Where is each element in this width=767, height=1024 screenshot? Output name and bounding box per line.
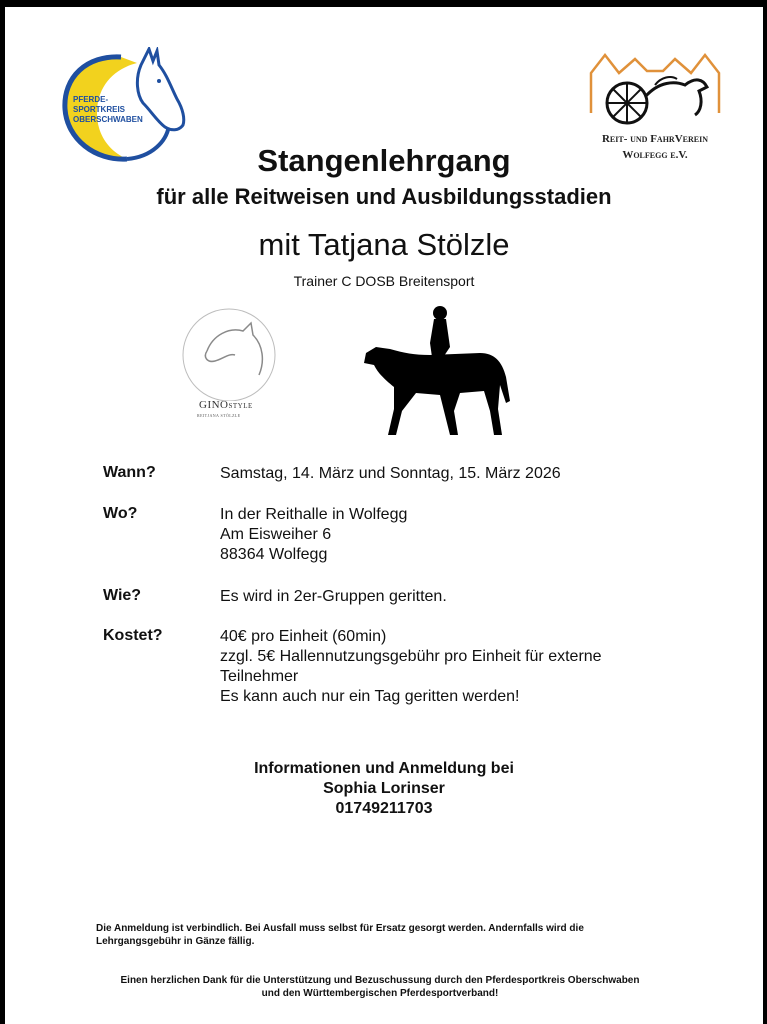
wo-line: In der Reithalle in Wolfegg — [220, 506, 408, 523]
contact-heading: Informationen und Anmeldung bei — [254, 760, 514, 777]
trainer-name: mit Tatjana Stölzle — [258, 227, 510, 262]
carriage-horse-icon — [585, 41, 725, 133]
kostet-line: zzgl. 5€ Hallennutzungsgebühr pro Einheit für externe — [220, 648, 602, 665]
label-wie: Wie? — [103, 587, 142, 604]
logo-left-line2: SPORTKREIS — [73, 105, 126, 114]
horse-rider-icon — [360, 299, 520, 439]
contact-block — [5, 759, 763, 819]
value-wann: Samstag, 14. März und Sonntag, 15. März 2026 — [220, 465, 561, 482]
wo-line: 88364 Wolfegg — [220, 546, 328, 563]
kostet-line: Teilnehmer — [220, 668, 299, 685]
rfv-location: Wolfegg e.V. — [622, 149, 688, 161]
gino-subtitle: REITJANA STÖLZLE — [197, 413, 241, 418]
value-kostet — [220, 627, 602, 707]
thanks-note: Einen herzlichen Dank für die Unterstützung und Bezuschussung durch den Pferdesportkreis Oberschwaben und den Württembergischen Pferdesportverband! — [120, 975, 640, 999]
rider-silhouette — [360, 299, 520, 439]
logo-left-line3: OBERSCHWABEN — [73, 115, 143, 124]
kostet-line: Es kann auch nur ein Tag geritten werden! — [220, 688, 520, 705]
kostet-line: 40€ pro Einheit (60min) — [220, 628, 387, 645]
page-title: Stangenlehrgang — [257, 143, 511, 178]
value-wo — [220, 505, 407, 565]
rfv-name: Reit- und FahrVerein — [601, 133, 708, 145]
label-wann: Wann? — [103, 464, 156, 481]
gino-style-logo — [177, 305, 281, 431]
trainer-qualification: Trainer C DOSB Breitensport — [293, 273, 475, 289]
contact-name: Sophia Lorinser — [323, 780, 445, 797]
horse-outline-icon — [177, 305, 281, 401]
label-kostet: Kostet? — [103, 627, 163, 644]
wo-line: Am Eisweiher 6 — [220, 526, 332, 543]
contact-phone: 01749211703 — [335, 800, 433, 817]
gino-brand: GINOSTYLE — [199, 399, 253, 411]
logo-left-line1: PFERDE- — [73, 95, 109, 104]
flyer-page — [5, 7, 763, 1024]
label-wo: Wo? — [103, 505, 138, 522]
value-wie: Es wird in 2er-Gruppen geritten. — [220, 588, 447, 605]
registration-note: Die Anmeldung ist verbindlich. Bei Ausfall muss selbst für Ersatz gesorgt werden. Andernfalls wird die Lehrgangsgebühr in Gänze fällig. — [96, 923, 584, 947]
page-subtitle: für alle Reitweisen und Ausbildungsstadien — [156, 184, 612, 209]
